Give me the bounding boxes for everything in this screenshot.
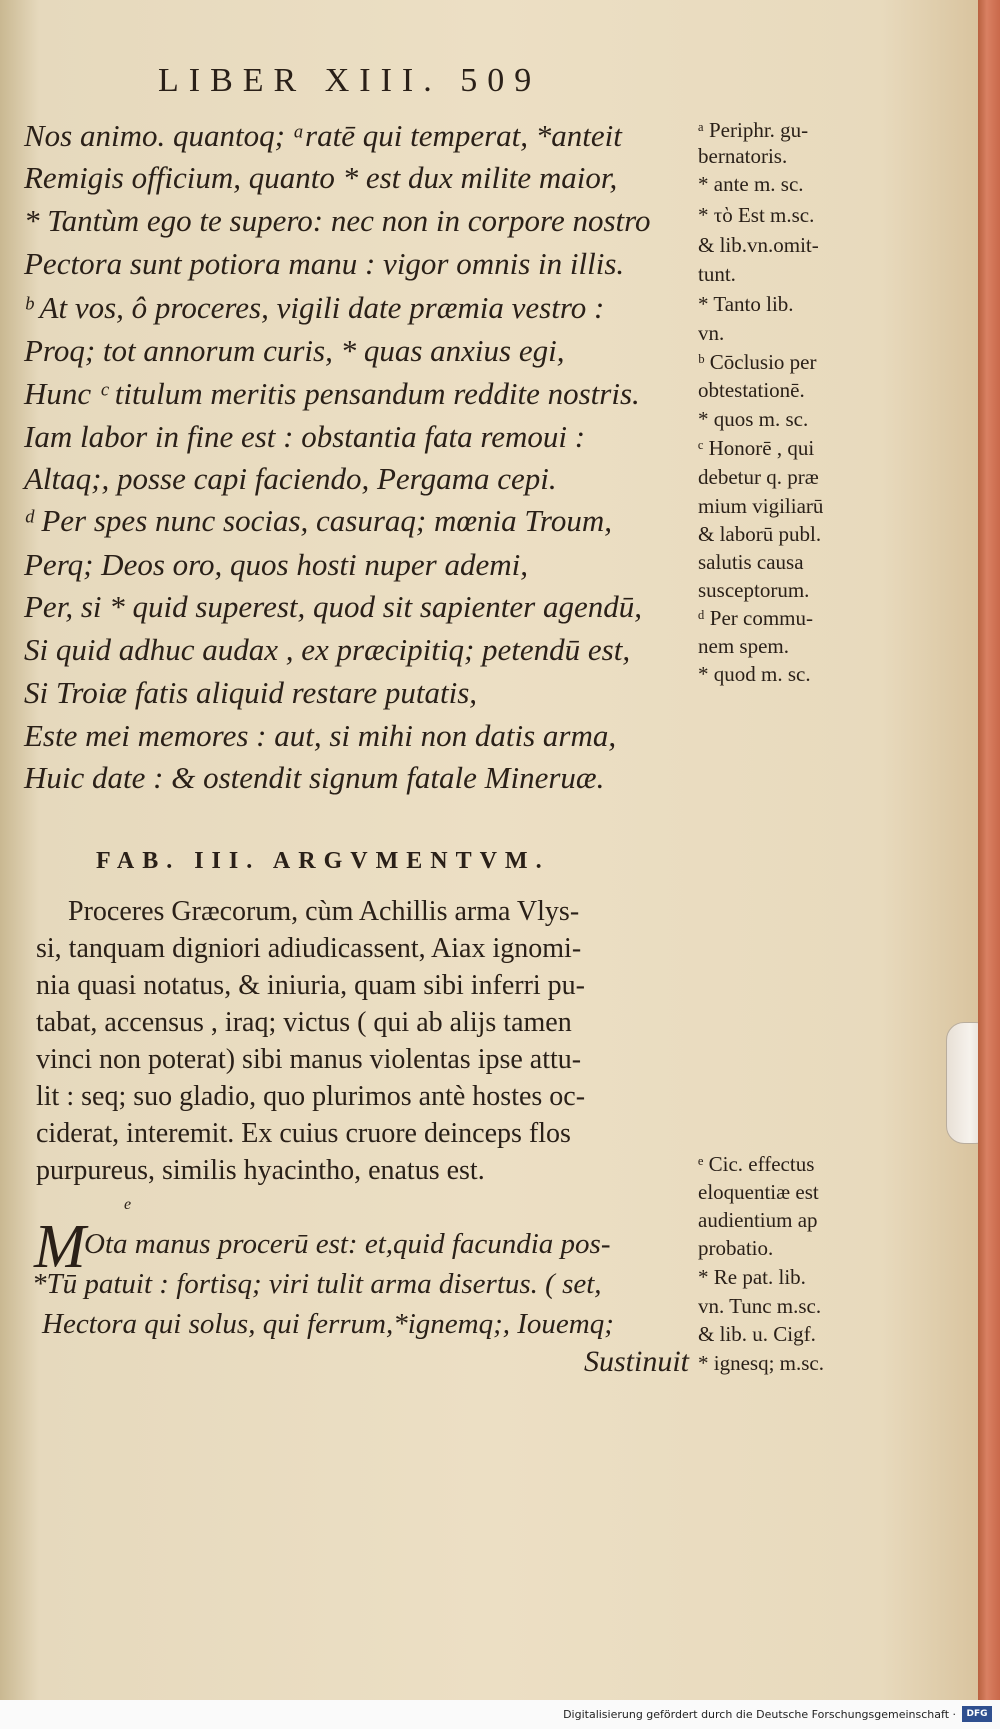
footer-credit: Digitalisierung gefördert durch die Deutsche Forschungsgemeinschaft · [563,1708,956,1721]
verse-line: Si Troiæ fatis aliquid restare putatis, [24,675,478,710]
book-edge [978,0,1000,1700]
prose-line: Proceres Græcorum, cùm Achillis arma Vlys- [68,896,580,927]
margin-note: tunt. [698,262,736,286]
margin-note: & laborū publ. [698,522,822,546]
margin-note: nem spem. [698,634,789,658]
verse-line: *Tū patuit : fortisq; viri tulit arma disertus. ( set, [32,1268,602,1300]
verse-line: Ota manus procerū est: et,quid facundia pos- [84,1228,611,1260]
margin-note: ᶜ Honorē , qui [698,436,815,460]
prose-line: lit : seq; suo gladio, quo plurimos antè hostes oc- [36,1081,586,1112]
margin-note: ᵃ Periphr. gu- [698,118,809,142]
prose-line: purpureus, similis hyacintho, enatus est. [36,1155,485,1186]
running-header: LIBER XIII. 509 [158,62,542,99]
margin-note: ᵉ Cic. effectus [698,1152,815,1176]
verse-line: Hectora qui solus, qui ferrum,*ignemq;, Iouemq; [42,1308,614,1340]
verse-line: Pectora sunt potiora manu : vigor omnis in illis. [24,246,625,281]
margin-note: * τὸ Est m.sc. [698,203,815,227]
margin-note: * ignesq; m.sc. [698,1351,824,1375]
prose-line: ciderat, interemit. Ex cuius cruore deinceps flos [36,1118,571,1149]
note-marker: e [124,1196,132,1213]
verse-line: Iam labor in fine est : obstantia fata remoui : [24,419,586,454]
margin-note: obtestationē. [698,378,805,402]
margin-note: & lib.vn.omit- [698,233,819,257]
prose-line: tabat, accensus , iraq; victus ( qui ab alijs tamen [36,1007,572,1038]
verse-line: ᵇ At vos, ô proceres, vigili date præmia vestro : [24,290,605,325]
margin-note: * Re pat. lib. [698,1265,806,1289]
verse-line: Si quid adhuc audax , ex præcipitiq; petendū est, [24,632,631,667]
margin-note: susceptorum. [698,578,810,602]
prose-line: nia quasi notatus, & iniuria, quam sibi inferri pu- [36,970,586,1001]
verse-line: Este mei memores : aut, si mihi non datis arma, [24,718,617,753]
verse-line: Perq; Deos oro, quos hosti nuper ademi, [24,547,528,582]
margin-note: * Tanto lib. [698,292,794,316]
margin-note: * quos m. sc. [698,407,809,431]
verse-line: Huic date : & ostendit signum fatale Mineruæ. [24,760,605,795]
dfg-logo-icon: DFG [962,1706,992,1722]
catchword: Sustinuit [584,1345,690,1378]
margin-note: mium vigiliarū [698,494,824,518]
margin-note: salutis causa [698,550,804,574]
margin-note: ᵇ Cōclusio per [698,350,817,374]
verse-line: Altaq;, posse capi faciendo, Pergama cepi. [24,461,557,496]
verse-line: Per, si * quid superest, quod sit sapienter agendū, [24,589,642,624]
margin-note: vn. Tunc m.sc. [698,1294,822,1318]
margin-note: audientium ap [698,1208,818,1232]
verse-line: * Tantùm ego te supero: nec non in corpore nostro [24,203,651,238]
fabula-heading: FAB. III. ARGVMENTVM. [96,848,550,874]
margin-note: * quod m. sc. [698,662,811,686]
margin-note: probatio. [698,1236,774,1260]
margin-note: & lib. u. Cigf. [698,1322,816,1346]
margin-note: eloquentiæ est [698,1180,819,1204]
margin-note: ᵈ Per commu- [698,606,814,630]
verse-line: Hunc ᶜ titulum meritis pensandum reddite nostris. [24,376,640,411]
margin-note: bernatoris. [698,144,788,168]
verse-line: Remigis officium, quanto * est dux milite maior, [24,160,618,195]
verse-line: ᵈ Per spes nunc socias, casuraq; mœnia Troum, [24,503,612,538]
verse-line: Proq; tot annorum curis, * quas anxius egi, [24,333,565,368]
margin-note: debetur q. præ [698,465,819,489]
drop-capital: M [34,1213,86,1281]
margin-note: * ante m. sc. [698,172,804,196]
verse-line: Nos animo. quantoq; ᵃratē qui temperat, *anteit [24,118,622,153]
prose-line: si, tanquam digniori adiudicassent, Aiax ignomi- [36,933,582,964]
margin-note: vn. [698,321,725,345]
prose-line: vinci non poterat) sibi manus violentas ipse attu- [36,1044,582,1075]
